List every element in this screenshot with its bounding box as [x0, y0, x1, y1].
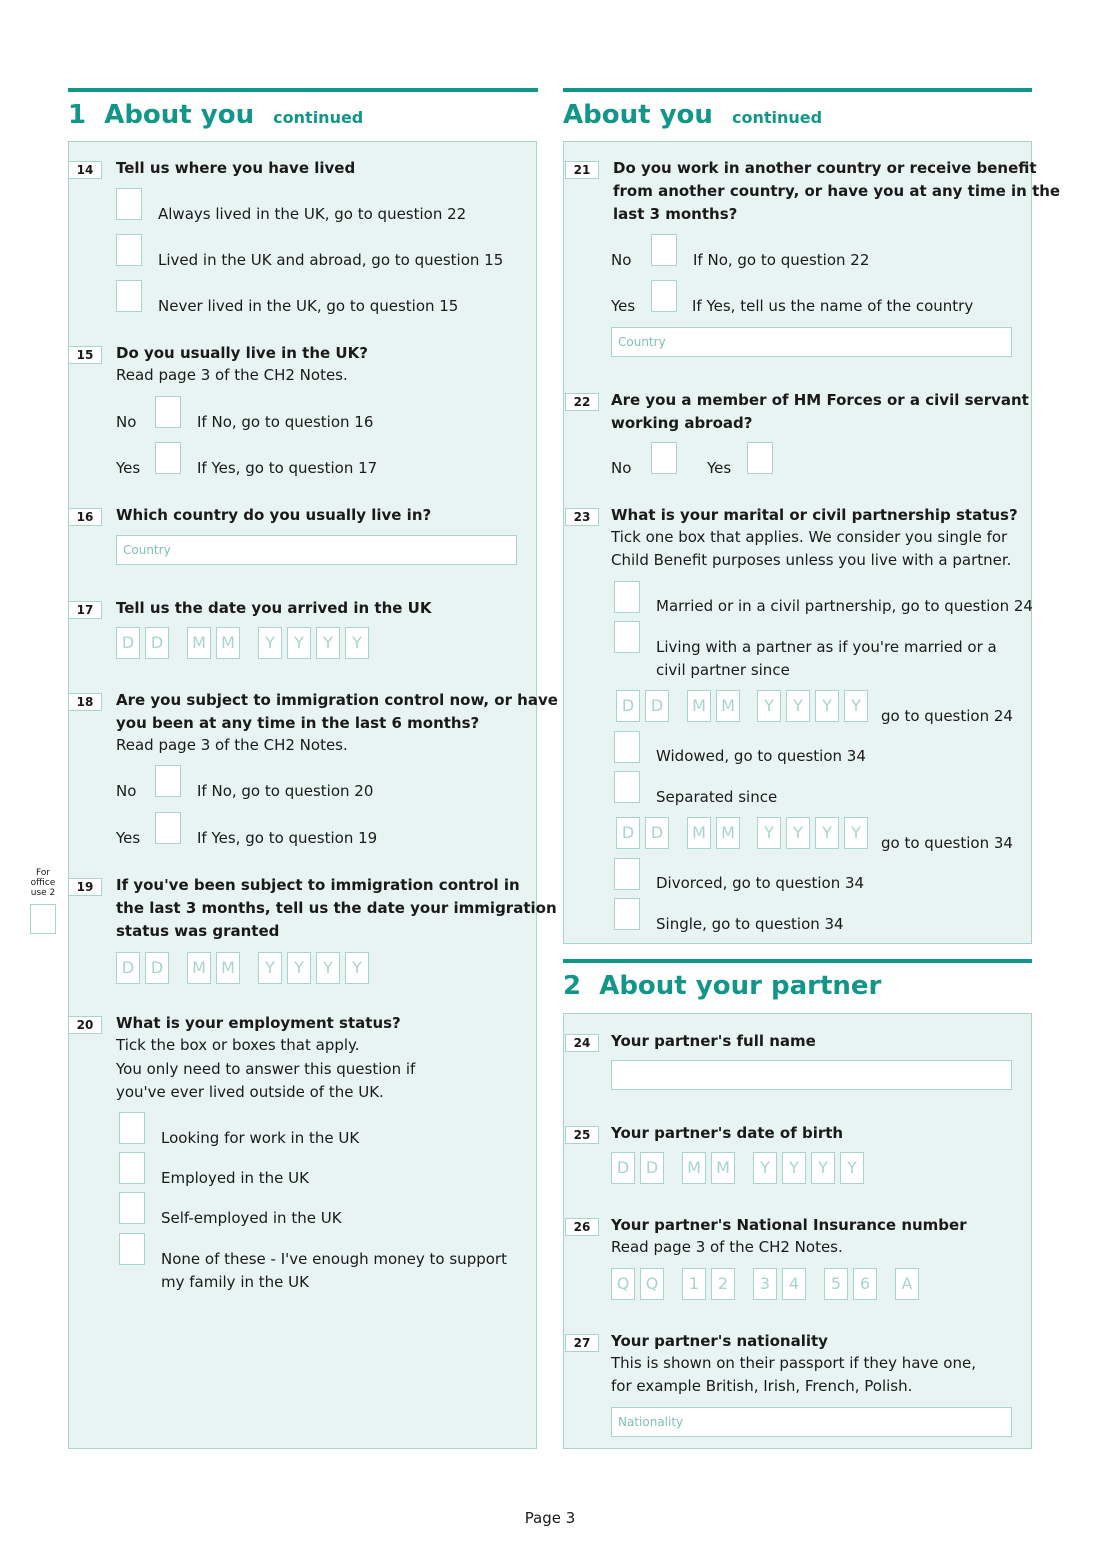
date-cell-month[interactable]: M: [216, 952, 240, 984]
date-cell-day[interactable]: D: [645, 690, 669, 722]
date-cell-day[interactable]: D: [616, 817, 640, 849]
office-use-box[interactable]: [30, 904, 56, 934]
yes-checkbox[interactable]: [155, 812, 181, 844]
no-instruction: If No, go to question 16: [197, 413, 374, 431]
question-note: Tick one box that applies. We consider you single for: [611, 528, 1008, 546]
date-cell-year[interactable]: Y: [345, 952, 369, 984]
section-number: 1: [68, 100, 87, 130]
date-cell-month[interactable]: M: [716, 690, 740, 722]
ni-cell[interactable]: Q: [640, 1268, 664, 1300]
question-title: Tell us the date you arrived in the UK: [116, 599, 432, 617]
question-note: for example British, Irish, French, Polish.: [611, 1377, 913, 1395]
question-title-line: status was granted: [116, 922, 280, 940]
question-title-line: Are you subject to immigration control now, or have: [116, 691, 558, 709]
option-label: Always lived in the UK, go to question 22: [158, 205, 467, 223]
yes-instruction: If Yes, go to question 17: [197, 459, 378, 477]
married-checkbox[interactable]: [614, 581, 640, 613]
date-cell-year[interactable]: Y: [844, 817, 868, 849]
question-number: 14: [68, 161, 102, 179]
question-number: 21: [565, 161, 599, 179]
date-cell-year[interactable]: Y: [757, 690, 781, 722]
question-title-line: Are you a member of HM Forces or a civil servant: [611, 391, 1029, 409]
date-cell-month[interactable]: M: [216, 627, 240, 659]
yes-label: Yes: [707, 459, 732, 477]
question-number: 18: [68, 693, 102, 711]
option-label: Single, go to question 34: [656, 915, 844, 933]
no-label: No: [611, 459, 632, 477]
question-note: Child Benefit purposes unless you live with a partner.: [611, 551, 1012, 569]
yes-instruction: If Yes, go to question 19: [197, 829, 378, 847]
option-label: None of these - I've enough money to support: [161, 1250, 507, 1268]
question-title-line: If you've been subject to immigration control in: [116, 876, 520, 894]
no-checkbox[interactable]: [155, 396, 181, 428]
date-cell-day[interactable]: D: [640, 1152, 664, 1184]
office-use-label: [28, 868, 58, 898]
date-cell-year[interactable]: Y: [345, 627, 369, 659]
page-number: Page 3: [524, 1509, 576, 1527]
date-cell-year[interactable]: Y: [815, 690, 839, 722]
section-title: About your partner: [599, 971, 882, 1001]
question-title: Your partner's National Insurance number: [611, 1216, 967, 1234]
question-note: Tick the box or boxes that apply.: [116, 1036, 360, 1054]
question-title: Tell us where you have lived: [116, 159, 356, 177]
section-2-rule: [563, 959, 1032, 963]
question-number: 25: [565, 1126, 599, 1144]
checkbox[interactable]: [119, 1192, 145, 1224]
question-number: 16: [68, 508, 102, 526]
no-instruction: If No, go to question 22: [693, 251, 870, 269]
date-cell-year[interactable]: Y: [258, 627, 282, 659]
question-title: What is your marital or civil partnership status?: [611, 506, 1018, 524]
date-cell-year[interactable]: Y: [840, 1152, 864, 1184]
option-label: my family in the UK: [161, 1273, 309, 1291]
top-rule-left: [68, 88, 538, 92]
country-input[interactable]: Country: [611, 327, 1012, 357]
option-label: Living with a partner as if you're married or a: [656, 638, 997, 656]
date-cell-month[interactable]: M: [682, 1152, 706, 1184]
question-number: 26: [565, 1218, 599, 1236]
section-1-heading-right: [563, 100, 822, 133]
question-title-line: you been at any time in the last 6 months?: [116, 714, 480, 732]
question-number: 19: [68, 878, 102, 896]
date-cell-year[interactable]: Y: [316, 627, 340, 659]
question-note: you've ever lived outside of the UK.: [116, 1083, 384, 1101]
question-number: 17: [68, 601, 102, 619]
ni-cell[interactable]: 2: [711, 1268, 735, 1300]
date-cell-month[interactable]: M: [711, 1152, 735, 1184]
date-cell-year[interactable]: Y: [287, 627, 311, 659]
office-use-line: For: [35, 868, 51, 878]
question-note: Read page 3 of the CH2 Notes.: [611, 1238, 843, 1256]
date-cell-day[interactable]: D: [645, 817, 669, 849]
question-title-line: last 3 months?: [613, 205, 738, 223]
question-title-line: Do you work in another country or receive benefit: [613, 159, 1037, 177]
question-note: Read page 3 of the CH2 Notes.: [116, 366, 348, 384]
no-instruction: If No, go to question 20: [197, 782, 374, 800]
no-checkbox[interactable]: [651, 234, 677, 266]
question-number: 15: [68, 346, 102, 364]
checkbox[interactable]: [119, 1233, 145, 1265]
option-label: Divorced, go to question 34: [656, 874, 865, 892]
checkbox[interactable]: [116, 188, 142, 220]
date-cell-day[interactable]: D: [145, 952, 169, 984]
date-cell-year[interactable]: Y: [757, 817, 781, 849]
divorced-checkbox[interactable]: [614, 858, 640, 890]
option-label: Lived in the UK and abroad, go to question 15: [158, 251, 504, 269]
ni-cell[interactable]: Q: [611, 1268, 635, 1300]
question-title: Your partner's full name: [611, 1032, 816, 1050]
yes-checkbox[interactable]: [651, 280, 677, 312]
no-checkbox[interactable]: [651, 442, 677, 474]
section-number: 2: [563, 971, 582, 1001]
checkbox[interactable]: [116, 280, 142, 312]
date-cell-year[interactable]: Y: [786, 817, 810, 849]
section-title: About you: [563, 100, 713, 130]
question-number: 24: [565, 1034, 599, 1052]
nationality-input[interactable]: Nationality: [611, 1407, 1012, 1437]
question-note: This is shown on their passport if they have one,: [611, 1354, 976, 1372]
date-cell-day[interactable]: D: [116, 627, 140, 659]
ni-cell[interactable]: 6: [853, 1268, 877, 1300]
no-label: No: [116, 782, 137, 800]
checkbox[interactable]: [119, 1152, 145, 1184]
partner-full-name-input[interactable]: [611, 1060, 1012, 1090]
question-number: 23: [565, 508, 599, 526]
yes-label: Yes: [116, 459, 141, 477]
section-title: About you: [104, 100, 255, 130]
date-cell-day[interactable]: D: [611, 1152, 635, 1184]
yes-instruction: If Yes, tell us the name of the country: [692, 297, 974, 315]
date-cell-year[interactable]: Y: [258, 952, 282, 984]
no-checkbox[interactable]: [155, 765, 181, 797]
yes-label: Yes: [611, 297, 636, 315]
office-use-line: office: [30, 878, 56, 888]
question-number: 20: [68, 1016, 102, 1034]
question-note: Read page 3 of the CH2 Notes.: [116, 736, 348, 754]
question-title-line: from another country, or have you at any time in the: [613, 182, 1061, 200]
separated-checkbox[interactable]: [614, 771, 640, 803]
question-title: Which country do you usually live in?: [116, 506, 432, 524]
checkbox[interactable]: [119, 1112, 145, 1144]
continued-label: continued: [731, 108, 823, 127]
date-cell-month[interactable]: M: [716, 817, 740, 849]
question-title-line: working abroad?: [611, 414, 753, 432]
option-label: Widowed, go to question 34: [656, 747, 866, 765]
ni-cell[interactable]: 3: [753, 1268, 777, 1300]
question-title: What is your employment status?: [116, 1014, 401, 1032]
date-cell-year[interactable]: Y: [287, 952, 311, 984]
option-label: civil partner since: [656, 661, 790, 679]
ni-cell[interactable]: 4: [782, 1268, 806, 1300]
date-cell-month[interactable]: M: [687, 817, 711, 849]
date-cell-day[interactable]: D: [116, 952, 140, 984]
question-title: Do you usually live in the UK?: [116, 344, 368, 362]
question-number: 27: [565, 1334, 599, 1352]
section-1-heading: [68, 100, 363, 133]
question-title: Your partner's nationality: [611, 1332, 828, 1350]
office-use-line: use 2: [30, 888, 56, 898]
country-input[interactable]: Country: [116, 535, 517, 565]
date-cell-month[interactable]: M: [187, 627, 211, 659]
date-cell-year[interactable]: Y: [753, 1152, 777, 1184]
section-2-heading: [563, 971, 881, 1001]
top-rule-right: [563, 88, 1032, 92]
goto-instruction: go to question 24: [881, 707, 1013, 725]
date-cell-year[interactable]: Y: [786, 690, 810, 722]
option-label: Employed in the UK: [161, 1169, 309, 1187]
yes-label: Yes: [116, 829, 141, 847]
widowed-checkbox[interactable]: [614, 731, 640, 763]
date-cell-year[interactable]: Y: [782, 1152, 806, 1184]
date-cell-month[interactable]: M: [687, 690, 711, 722]
yes-checkbox[interactable]: [747, 442, 773, 474]
date-cell-year[interactable]: Y: [811, 1152, 835, 1184]
yes-checkbox[interactable]: [155, 442, 181, 474]
no-label: No: [611, 251, 632, 269]
option-label: Looking for work in the UK: [161, 1129, 360, 1147]
question-note: You only need to answer this question if: [116, 1060, 416, 1078]
date-cell-year[interactable]: Y: [844, 690, 868, 722]
no-label: No: [116, 413, 137, 431]
ni-cell[interactable]: A: [895, 1268, 919, 1300]
living-with-partner-checkbox[interactable]: [614, 621, 640, 653]
ni-cell[interactable]: 5: [824, 1268, 848, 1300]
continued-label: continued: [273, 108, 364, 127]
question-title-line: the last 3 months, tell us the date your immigration: [116, 899, 557, 917]
option-label: Never lived in the UK, go to question 15: [158, 297, 459, 315]
question-title: Your partner's date of birth: [611, 1124, 844, 1142]
question-number: 22: [565, 393, 599, 411]
ni-cell[interactable]: 1: [682, 1268, 706, 1300]
option-label: Married or in a civil partnership, go to question 24: [656, 597, 1033, 615]
option-label: Self-employed in the UK: [161, 1209, 342, 1227]
date-cell-year[interactable]: Y: [815, 817, 839, 849]
single-checkbox[interactable]: [614, 898, 640, 930]
date-cell-day[interactable]: D: [145, 627, 169, 659]
goto-instruction: go to question 34: [881, 834, 1013, 852]
date-cell-year[interactable]: Y: [316, 952, 340, 984]
date-cell-day[interactable]: D: [616, 690, 640, 722]
date-cell-month[interactable]: M: [187, 952, 211, 984]
option-label: Separated since: [656, 788, 778, 806]
checkbox[interactable]: [116, 234, 142, 266]
